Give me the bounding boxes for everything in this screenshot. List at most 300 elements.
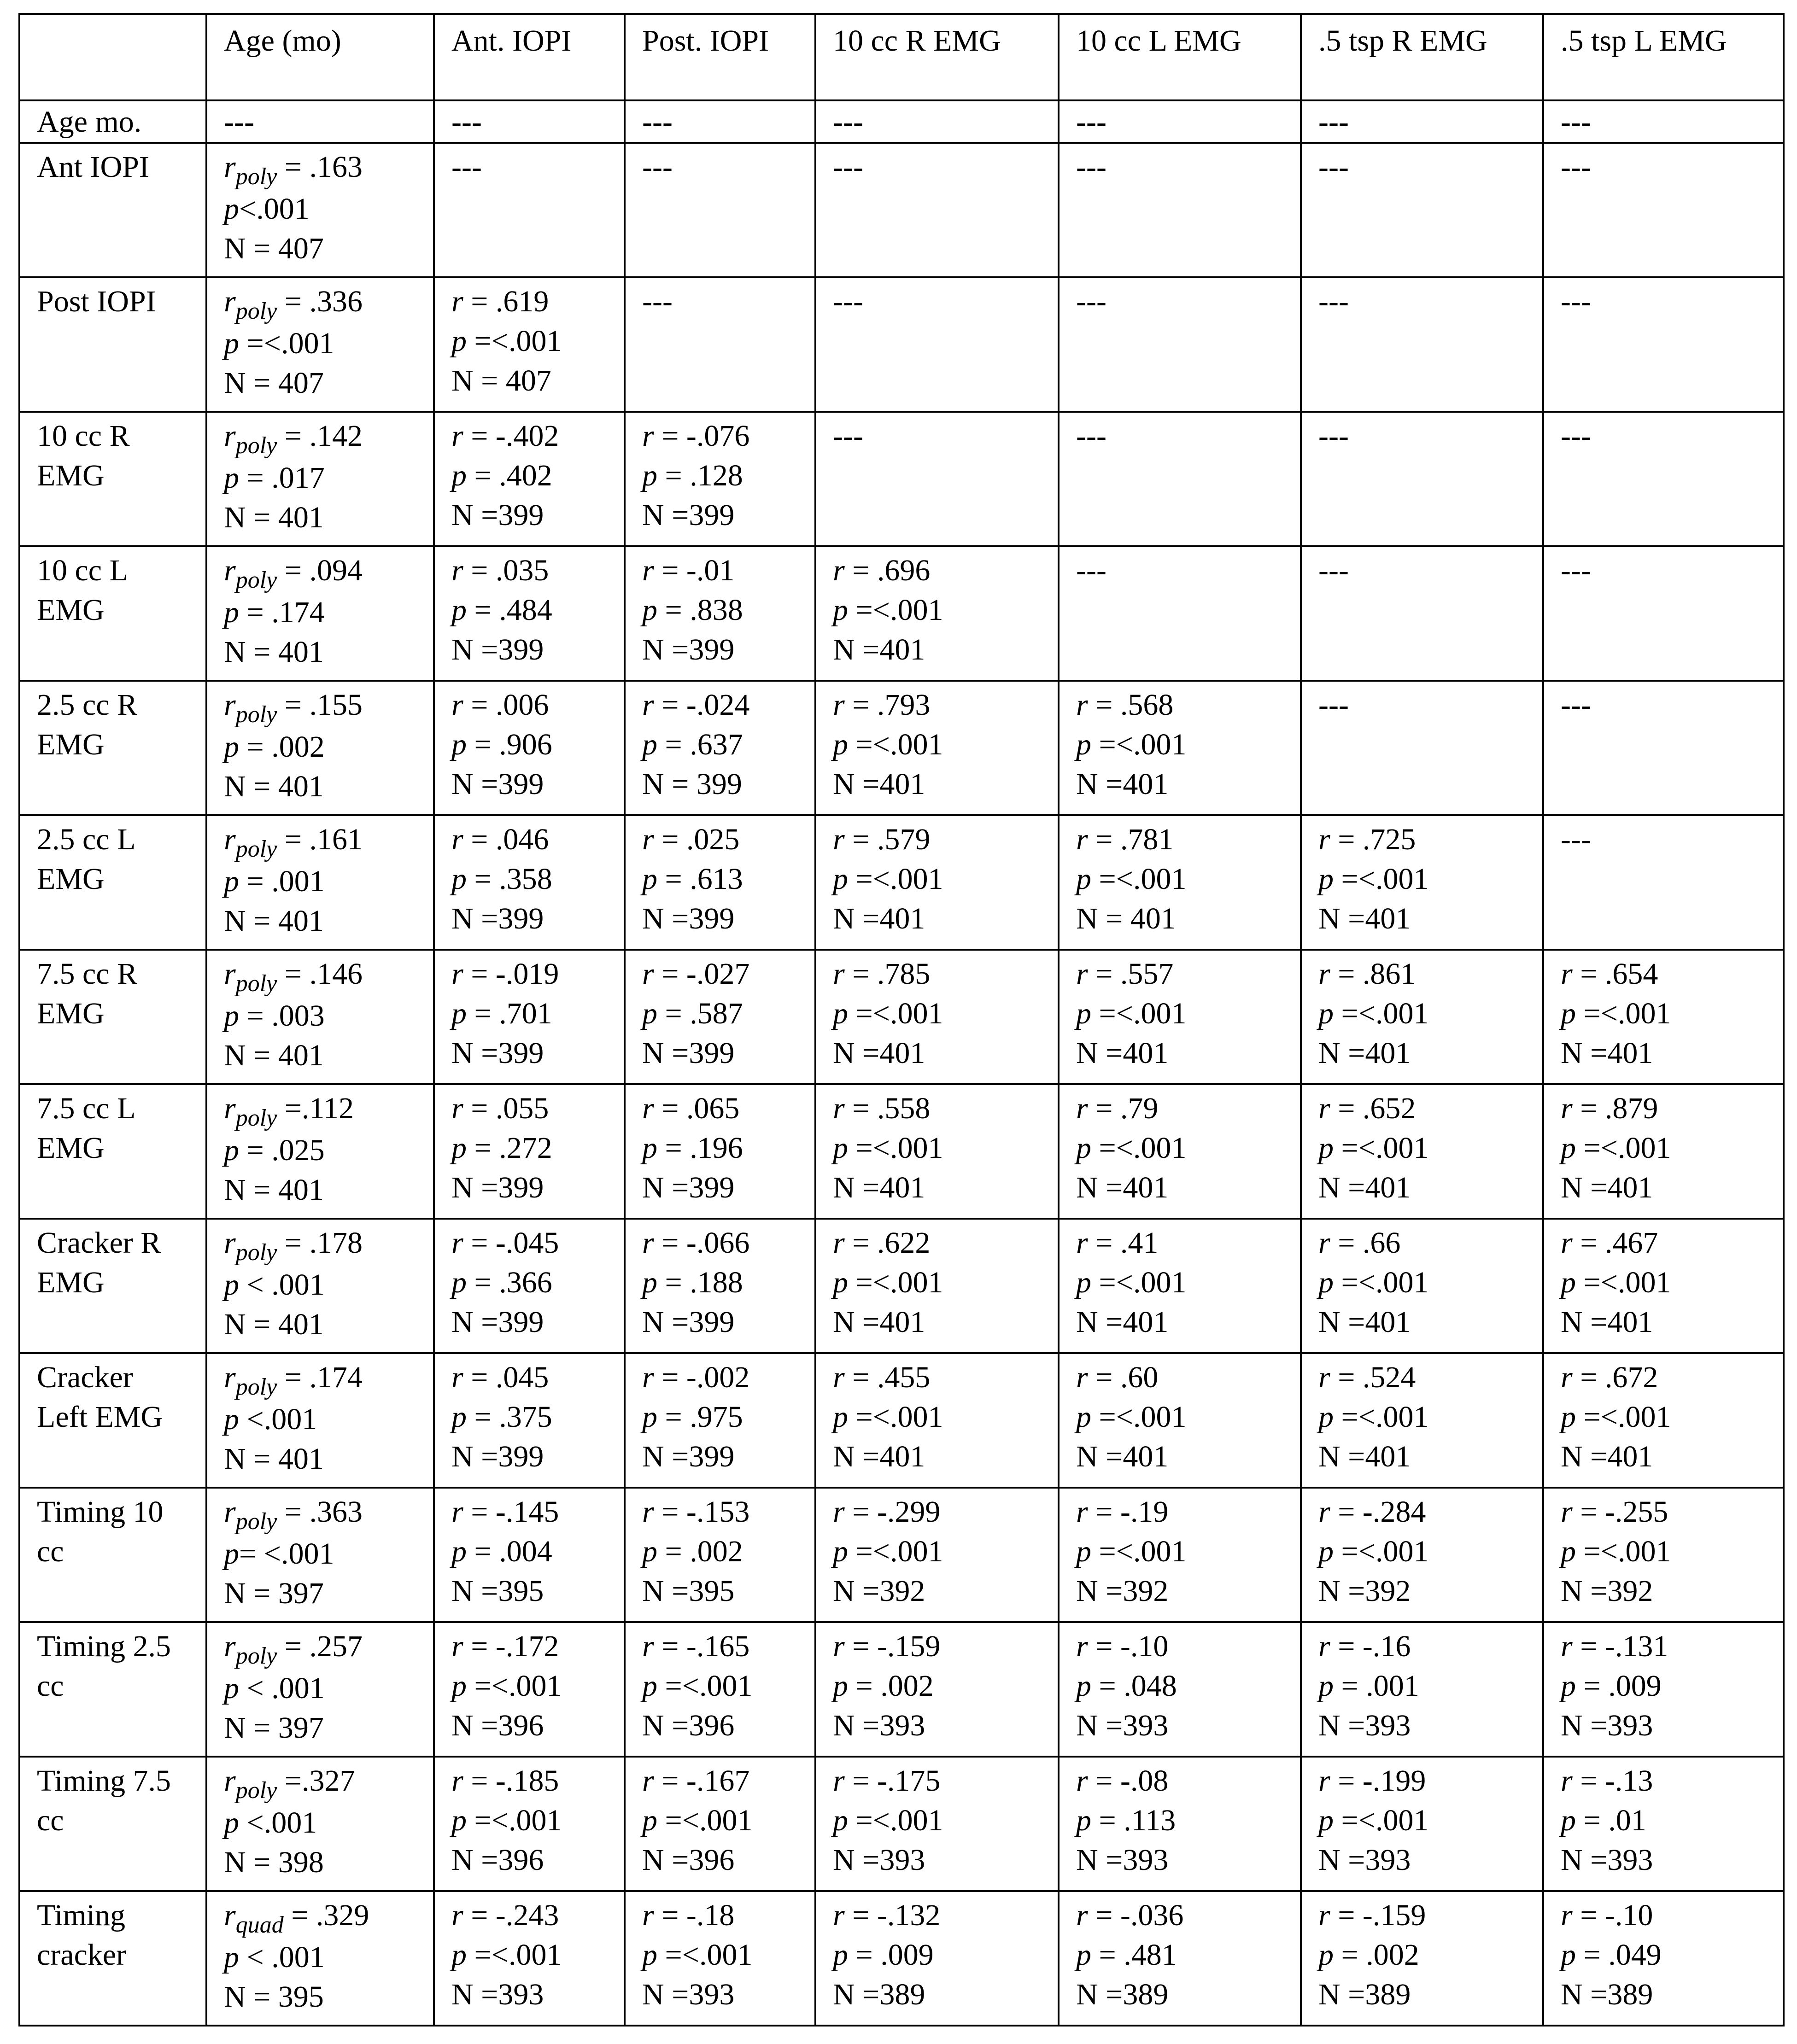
p-symbol: p	[1561, 1400, 1576, 1434]
r-line	[833, 685, 1041, 725]
r-symbol: r	[451, 823, 463, 856]
p-symbol: p	[1561, 1938, 1576, 1972]
p-value: =<.001	[1334, 862, 1429, 896]
r-line	[642, 551, 798, 590]
p-value: =<.001	[239, 327, 334, 360]
p-line	[224, 458, 416, 498]
r-line	[1318, 1223, 1526, 1263]
p-value: = .366	[467, 1266, 552, 1299]
r-subscript: poly	[235, 432, 277, 459]
table-row	[19, 1488, 1784, 1622]
r-line	[451, 820, 607, 859]
r-symbol: r	[833, 1226, 845, 1260]
p-symbol: p	[224, 596, 239, 629]
p-line	[833, 1801, 1041, 1840]
n-value: N = 401	[224, 1173, 324, 1207]
p-line	[224, 1803, 416, 1843]
row-label: 10 cc L EMG	[19, 546, 206, 681]
r-value: = -.199	[1330, 1764, 1426, 1798]
n-value: N =393	[1076, 1709, 1169, 1742]
p-line	[833, 1263, 1041, 1302]
p-value: < .001	[239, 1940, 325, 1974]
p-value: = .188	[657, 1266, 743, 1299]
r-symbol: r	[1561, 1629, 1573, 1663]
p-value: = .049	[1576, 1938, 1662, 1972]
r-symbol: r	[451, 1764, 463, 1798]
r-symbol: r	[1318, 1764, 1330, 1798]
column-header: Age (mo)	[206, 14, 434, 100]
p-value: < .001	[239, 1671, 325, 1705]
r-value: = .155	[277, 688, 363, 722]
r-symbol: r	[451, 554, 463, 587]
table-row	[19, 1353, 1784, 1488]
row-label: Timing cracker	[19, 1891, 206, 2026]
r-line	[224, 820, 416, 862]
r-symbol: r	[224, 419, 236, 453]
p-line	[1076, 1801, 1283, 1840]
stat-cell	[1543, 1219, 1784, 1353]
dash-cell: ---	[1543, 546, 1784, 681]
p-symbol: p	[1318, 1400, 1334, 1434]
p-symbol: p	[224, 1671, 239, 1705]
n-value: N =392	[1561, 1574, 1653, 1608]
r-value: = -.10	[1088, 1629, 1169, 1663]
r-line	[451, 1492, 607, 1532]
p-symbol: p	[642, 1669, 657, 1703]
n-value: N =401	[833, 902, 925, 935]
p-symbol: p	[224, 1806, 239, 1840]
r-symbol: r	[451, 1898, 463, 1932]
table-row	[19, 681, 1784, 815]
p-value: = .002	[848, 1669, 934, 1703]
r-symbol: r	[642, 1226, 654, 1260]
r-value: = .178	[277, 1226, 363, 1260]
n-value: N =393	[1561, 1843, 1653, 1877]
r-line	[1076, 1896, 1283, 1935]
p-line	[1076, 1666, 1283, 1706]
dash-cell: ---	[1301, 277, 1543, 412]
p-line	[224, 1669, 416, 1708]
p-line	[224, 324, 416, 363]
r-line	[833, 551, 1041, 590]
p-value: =<.001	[467, 324, 562, 358]
r-symbol: r	[224, 1764, 236, 1798]
r-value: = -.175	[844, 1764, 941, 1798]
r-value: = .163	[277, 150, 363, 184]
r-symbol: r	[224, 957, 236, 991]
r-value: = -.243	[463, 1898, 559, 1932]
p-symbol: p	[224, 1268, 239, 1302]
r-line	[224, 1761, 416, 1803]
dash-cell: ---	[206, 100, 434, 143]
p-symbol: p	[1076, 1535, 1091, 1568]
r-line	[833, 1358, 1041, 1397]
r-line	[642, 1089, 798, 1128]
r-symbol: r	[1076, 1092, 1088, 1125]
p-line	[1076, 725, 1283, 765]
p-line	[642, 725, 798, 765]
stat-cell	[206, 143, 434, 277]
p-value: = .001	[239, 864, 325, 898]
table-row	[19, 277, 1784, 412]
r-symbol: r	[1318, 1629, 1330, 1663]
r-symbol: r	[1561, 1361, 1573, 1394]
stat-cell	[206, 1757, 434, 1891]
p-symbol: p	[1076, 997, 1091, 1030]
dash-cell: ---	[1059, 100, 1301, 143]
stat-cell	[434, 277, 625, 412]
p-value: = .358	[467, 862, 552, 896]
n-value: N =401	[1318, 1305, 1411, 1339]
p-value: =<.001	[1091, 728, 1187, 761]
stat-cell	[1543, 1084, 1784, 1219]
p-symbol: p	[451, 1131, 467, 1165]
n-value: N = 407	[451, 364, 551, 397]
p-symbol: p	[451, 593, 467, 627]
stat-cell	[434, 412, 625, 546]
p-symbol: p	[451, 459, 467, 492]
stat-cell	[434, 950, 625, 1084]
r-value: = -.045	[463, 1226, 559, 1260]
stat-cell	[206, 1622, 434, 1757]
r-value: = .336	[277, 285, 363, 318]
dash-cell: ---	[1301, 546, 1543, 681]
p-line	[451, 321, 607, 361]
n-value: N =393	[833, 1709, 925, 1742]
p-symbol: p	[451, 1804, 467, 1837]
p-value: = .002	[1334, 1938, 1419, 1972]
r-symbol: r	[451, 1092, 463, 1125]
stat-cell	[206, 681, 434, 815]
n-value: N =393	[1318, 1709, 1411, 1742]
r-value: = .065	[654, 1092, 740, 1125]
p-symbol: p	[1318, 997, 1334, 1030]
stat-cell	[1059, 1084, 1301, 1219]
r-line	[451, 1896, 607, 1935]
r-value: = -.159	[844, 1629, 941, 1663]
p-symbol: p	[1076, 862, 1091, 896]
p-value: =<.001	[1334, 997, 1429, 1030]
stat-cell	[206, 950, 434, 1084]
r-symbol: r	[224, 1495, 236, 1529]
r-line	[1076, 1089, 1283, 1128]
r-value: = -.10	[1572, 1898, 1653, 1932]
p-symbol: p	[642, 1266, 657, 1299]
stat-cell	[206, 1488, 434, 1622]
p-symbol: p	[1318, 1131, 1334, 1165]
r-symbol: r	[224, 285, 236, 318]
p-symbol: p	[224, 864, 239, 898]
dash-cell: ---	[815, 277, 1059, 412]
r-symbol: r	[1318, 1898, 1330, 1932]
r-value: = .725	[1330, 823, 1416, 856]
r-symbol: r	[833, 554, 845, 587]
p-line	[224, 1265, 416, 1305]
r-symbol: r	[224, 1092, 236, 1125]
r-symbol: r	[1561, 1898, 1573, 1932]
p-line	[451, 590, 607, 630]
r-symbol: r	[1076, 1226, 1088, 1260]
r-line	[224, 1223, 416, 1265]
p-value: < .001	[239, 1268, 325, 1302]
r-value: = .781	[1088, 823, 1174, 856]
stat-cell	[1301, 950, 1543, 1084]
p-line	[451, 859, 607, 899]
stat-cell	[434, 1084, 625, 1219]
r-line	[1076, 685, 1283, 725]
r-symbol: r	[642, 957, 654, 991]
column-header: Ant. IOPI	[434, 14, 625, 100]
stat-cell	[434, 815, 625, 950]
r-symbol: r	[451, 1226, 463, 1260]
r-symbol: r	[833, 1092, 845, 1125]
r-subscript: poly	[235, 1239, 277, 1266]
p-line	[224, 1400, 416, 1439]
p-symbol: p	[1561, 1669, 1576, 1703]
r-symbol: r	[451, 957, 463, 991]
p-line	[642, 994, 798, 1034]
r-value: = .329	[283, 1898, 369, 1932]
r-value: = .622	[844, 1226, 931, 1260]
p-line	[1318, 1801, 1526, 1840]
r-value: = -.131	[1572, 1629, 1668, 1663]
r-symbol: r	[1561, 957, 1573, 991]
stat-cell	[625, 1622, 815, 1757]
n-value: N = 401	[1076, 902, 1176, 935]
r-subscript: poly	[235, 970, 277, 997]
p-value: = .017	[239, 461, 325, 495]
r-line	[224, 1627, 416, 1669]
p-line	[642, 859, 798, 899]
header-row	[19, 14, 1784, 100]
p-line	[224, 727, 416, 767]
p-symbol: p	[642, 728, 657, 761]
p-symbol: p	[451, 1938, 467, 1972]
r-value: = .672	[1572, 1361, 1658, 1394]
p-line	[1561, 1935, 1766, 1975]
n-value: N =401	[1076, 1305, 1169, 1339]
age-row	[19, 100, 1784, 143]
p-symbol: p	[642, 1400, 657, 1434]
p-symbol: p	[224, 1402, 239, 1436]
r-symbol: r	[1318, 1361, 1330, 1394]
p-value: =<.001	[1091, 1400, 1187, 1434]
r-value: = .045	[463, 1361, 549, 1394]
p-line	[833, 725, 1041, 765]
stat-cell	[1301, 1757, 1543, 1891]
p-line	[451, 1801, 607, 1840]
p-value: =<.001	[848, 1804, 943, 1837]
p-line	[224, 1131, 416, 1170]
r-symbol: r	[224, 688, 236, 722]
r-value: = .696	[844, 554, 931, 587]
r-symbol: r	[1561, 1495, 1573, 1529]
n-value: N = 397	[224, 1577, 324, 1610]
p-symbol: p	[833, 1266, 848, 1299]
p-value: =<.001	[848, 728, 943, 761]
r-value: = -.019	[463, 957, 559, 991]
p-line	[1318, 1666, 1526, 1706]
r-subscript: poly	[235, 1508, 277, 1535]
r-line	[642, 820, 798, 859]
r-line	[642, 1223, 798, 1263]
column-header: .5 tsp L EMG	[1543, 14, 1784, 100]
r-symbol: r	[451, 1629, 463, 1663]
stat-cell	[1301, 815, 1543, 950]
p-value: = .004	[467, 1535, 552, 1568]
r-value: = -.145	[463, 1495, 559, 1529]
stat-cell	[815, 1353, 1059, 1488]
p-symbol: p	[833, 997, 848, 1030]
r-line	[642, 1492, 798, 1532]
r-value: = -.132	[844, 1898, 941, 1932]
n-value: N =401	[833, 767, 925, 801]
p-line	[1561, 1128, 1766, 1168]
n-value: N =399	[642, 1036, 735, 1070]
n-value: N =395	[451, 1574, 544, 1608]
row-label: 7.5 cc L EMG	[19, 1084, 206, 1219]
r-line	[224, 147, 416, 189]
r-value: = -.13	[1572, 1764, 1653, 1798]
dash-cell: ---	[1543, 277, 1784, 412]
p-symbol: p	[1561, 1804, 1576, 1837]
p-value: = .003	[239, 999, 325, 1033]
stat-cell	[434, 681, 625, 815]
r-line	[451, 1627, 607, 1666]
n-value: N =393	[642, 1978, 735, 2011]
column-header	[19, 14, 206, 100]
r-subscript: poly	[235, 1643, 277, 1669]
dash-cell: ---	[1301, 143, 1543, 277]
n-value: N =396	[451, 1843, 544, 1877]
p-line	[1318, 859, 1526, 899]
stat-cell	[625, 1891, 815, 2026]
r-value: = .568	[1088, 688, 1174, 722]
r-subscript: poly	[235, 567, 277, 593]
p-value: = .481	[1091, 1938, 1177, 1972]
p-value: =<.001	[1334, 1535, 1429, 1568]
dash-cell: ---	[1301, 681, 1543, 815]
r-line	[833, 820, 1041, 859]
r-value: = .094	[277, 554, 363, 587]
n-value: N = 407	[224, 232, 324, 265]
r-symbol: r	[224, 1361, 236, 1394]
r-line	[833, 1627, 1041, 1666]
p-line	[833, 994, 1041, 1034]
p-line	[451, 1263, 607, 1302]
p-symbol: p	[224, 192, 239, 226]
n-value: N = 399	[642, 767, 742, 801]
p-line	[642, 1263, 798, 1302]
p-symbol: p	[1076, 1400, 1091, 1434]
r-line	[1561, 1761, 1766, 1801]
r-symbol: r	[451, 1361, 463, 1394]
p-value: =<.001	[467, 1669, 562, 1703]
r-line	[224, 685, 416, 727]
p-line	[1076, 1128, 1283, 1168]
p-line	[451, 1532, 607, 1571]
dash-cell: ---	[625, 277, 815, 412]
p-value: =<.001	[657, 1938, 753, 1972]
r-line	[1076, 1761, 1283, 1801]
stat-cell	[625, 1084, 815, 1219]
n-value: N =399	[642, 902, 735, 935]
n-value: N = 398	[224, 1845, 324, 1879]
p-value: =<.001	[848, 862, 943, 896]
row-label: Post IOPI	[19, 277, 206, 412]
p-value: = .196	[657, 1131, 743, 1165]
stat-cell	[815, 1757, 1059, 1891]
p-symbol: p	[642, 459, 657, 492]
r-subscript: poly	[235, 1105, 277, 1131]
p-value: =<.001	[657, 1804, 753, 1837]
r-line	[451, 416, 607, 456]
r-symbol: r	[642, 823, 654, 856]
r-symbol: r	[642, 1361, 654, 1394]
r-symbol: r	[642, 1092, 654, 1125]
n-value: N = 401	[224, 770, 324, 803]
stat-cell	[1301, 1622, 1543, 1757]
p-symbol: p	[833, 1669, 848, 1703]
n-value: N =401	[1076, 1171, 1169, 1204]
p-symbol: p	[1076, 1804, 1091, 1837]
p-value: =<.001	[1091, 1535, 1187, 1568]
dash-cell: ---	[815, 412, 1059, 546]
stat-cell	[1059, 1488, 1301, 1622]
p-symbol: p	[833, 593, 848, 627]
r-symbol: r	[1076, 1898, 1088, 1932]
dash-cell: ---	[1059, 546, 1301, 681]
n-value: N = 401	[224, 1308, 324, 1341]
p-value: = .128	[657, 459, 743, 492]
r-symbol: r	[642, 1764, 654, 1798]
p-line	[451, 1397, 607, 1437]
p-symbol: p	[1318, 1669, 1334, 1703]
r-symbol: r	[833, 1764, 845, 1798]
n-value: N =399	[642, 1305, 735, 1339]
p-value: = .174	[239, 596, 325, 629]
p-symbol: p	[451, 1400, 467, 1434]
dash-cell: ---	[1543, 681, 1784, 815]
n-value: N =401	[1076, 1440, 1169, 1473]
p-symbol: p	[451, 1535, 467, 1568]
r-line	[451, 685, 607, 725]
r-value: = .66	[1330, 1226, 1401, 1260]
r-line	[1318, 1089, 1526, 1128]
p-symbol: p	[642, 1804, 657, 1837]
p-symbol: p	[1076, 728, 1091, 761]
stat-cell	[206, 412, 434, 546]
row-label: Ant IOPI	[19, 143, 206, 277]
n-value: N =393	[451, 1978, 544, 2011]
n-value: N =396	[642, 1843, 735, 1877]
p-value: =<.001	[848, 1535, 943, 1568]
n-value: N =401	[1318, 1440, 1411, 1473]
table-row	[19, 1219, 1784, 1353]
r-subscript: poly	[235, 701, 277, 728]
row-label: Timing 10 cc	[19, 1488, 206, 1622]
n-value: N =396	[642, 1709, 735, 1742]
n-value: N =392	[1318, 1574, 1411, 1608]
stat-cell	[625, 412, 815, 546]
r-value: =.112	[277, 1092, 354, 1125]
stat-cell	[1059, 1891, 1301, 2026]
dash-cell: ---	[1059, 412, 1301, 546]
r-symbol: r	[1076, 1629, 1088, 1663]
r-value: = .79	[1088, 1092, 1159, 1125]
dash-cell: ---	[815, 100, 1059, 143]
p-symbol: p	[833, 1804, 848, 1837]
